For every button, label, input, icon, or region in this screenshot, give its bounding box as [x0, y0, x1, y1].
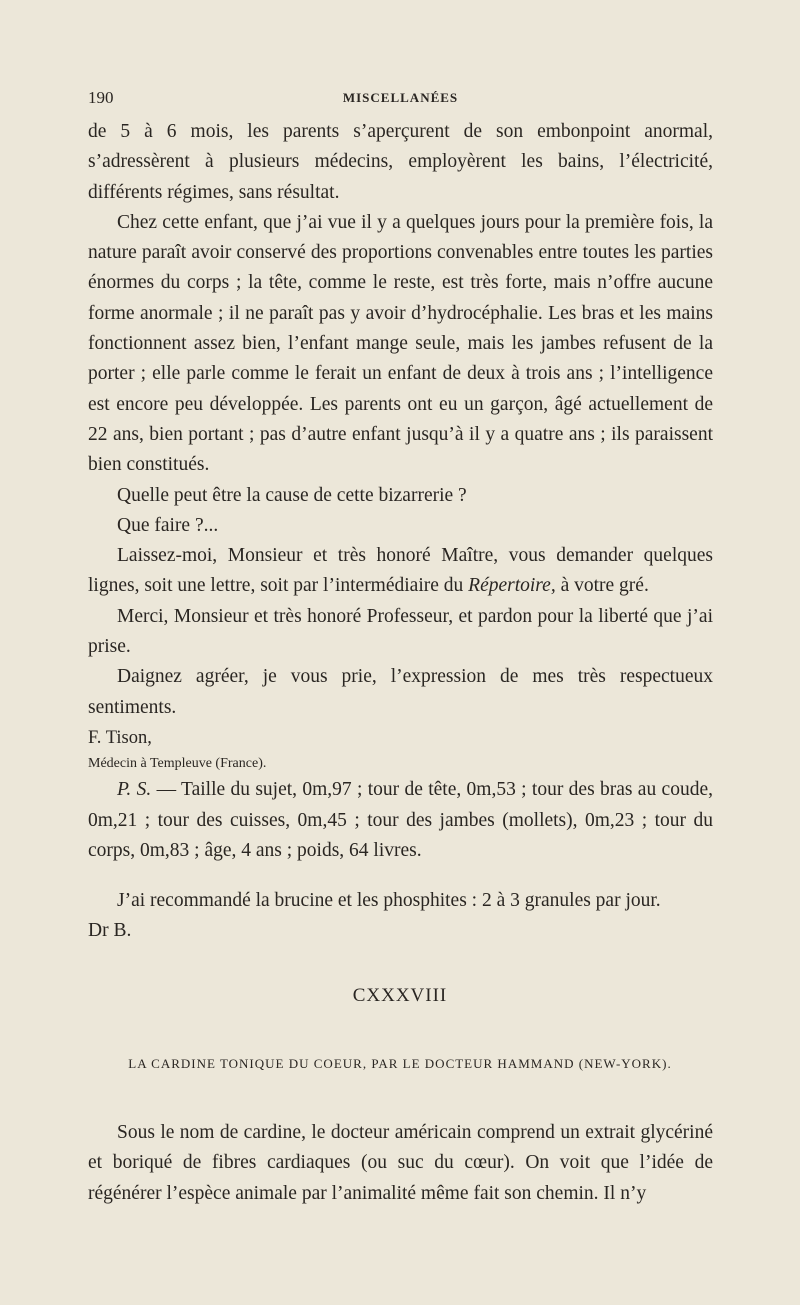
page-number: 190	[88, 88, 114, 107]
recommendation: J’ai recommandé la brucine et les phosphites : 2 à 3 granules par jour.	[117, 890, 661, 912]
paragraph: de 5 à 6 mois, les parents s’aperçurent de son embonpoint anormal, s’adressèrent à plusieurs médecins, employèrent les bains, l’électricité, différents régimes, sans résultat.	[88, 121, 713, 203]
section-title: LA CARDINE TONIQUE DU COEUR, PAR LE DOCTEUR HAMMAND (NEW-YORK).	[128, 1056, 672, 1071]
paragraph: Daignez agréer, je vous prie, l’expression de mes très respectueux sentiments.	[88, 666, 713, 718]
page-header	[88, 88, 713, 108]
section-number: CXXXVIII	[352, 985, 448, 1006]
ps-text: — Taille du sujet, 0m,97 ; tour de tête, 0m,53 ; tour des bras au coude, 0m,21 ; tour des cuisses, 0m,45 ; tour des jambes (mollets), 0m,23 ; tour du corps, 0m,83 ; âge, 4 ans ; poids, 64 livres.	[88, 779, 713, 861]
postscript	[88, 775, 713, 866]
signature-place: Médecin à Templeuve (France).	[88, 756, 267, 772]
paragraph: Quelle peut être la cause de cette bizarrerie ?	[117, 484, 467, 506]
ps-label: P. S.	[117, 779, 152, 801]
paragraph	[88, 541, 713, 602]
section-body	[88, 1118, 713, 1209]
paragraph: Merci, Monsieur et très honoré Professeur, et pardon pour la liberté que j’ai prise.	[88, 605, 713, 658]
journal-title: Répertoire,	[468, 575, 556, 597]
text-run: à votre gré.	[555, 575, 649, 597]
running-head: MISCELLANÉES	[342, 90, 459, 105]
paragraph: Que faire ?...	[117, 514, 219, 536]
text-run: Laissez-moi, Monsieur et très honoré Maître, vous demander quelques lignes, soit une lettre, soit par l’intermédiaire du	[88, 545, 713, 597]
signature-name: F. Tison,	[88, 727, 152, 748]
recommendation-signature: Dr B.	[88, 920, 132, 942]
paragraph: Chez cette enfant, que j’ai vue il y a quelques jours pour la première fois, la nature paraît avoir conservé des proportions convenables entre toutes les parties énormes du corps ; la tête, comme le reste, est très forte, mais n’offre aucune forme anormale ; il ne paraît pas y avoir d’hydrocéphalie. Les bras et les mains fonctionnent assez bien, l’enfant mange seule, mais les jambes refusent de la porter ; elle parle comme le ferait un enfant de deux à trois ans ; l’intelligence est encore peu développée. Les parents ont eu un garçon, âgé actuellement de 22 ans, bien portant ; pas d’autre enfant jusqu’à il y a quatre ans ; ils paraissent bien constitués.	[88, 211, 713, 476]
paragraph: Sous le nom de cardine, le docteur américain comprend un extrait glycériné et boriqué de fibres cardiaques (ou suc du cœur). On voit que l’idée de régénérer l’espèce animale par l’animalité même fait son chemin. Il n’y	[88, 1122, 713, 1204]
letter-body	[88, 117, 713, 947]
